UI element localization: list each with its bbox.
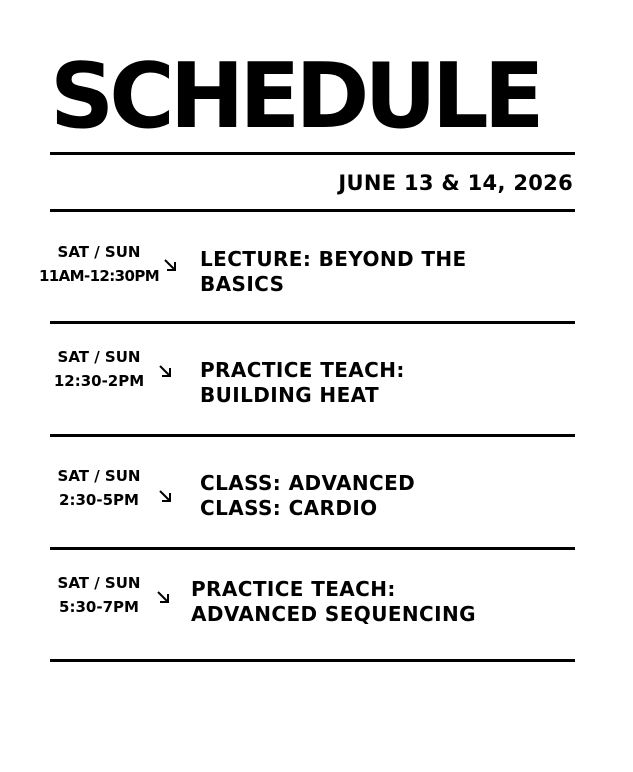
session-time: 2:30-5PM	[59, 491, 139, 509]
schedule-title: SCHEDULE	[50, 44, 540, 149]
session-days: SAT / SUN	[57, 574, 141, 592]
divider-session-1	[50, 321, 575, 324]
session-time-2	[28, 345, 170, 393]
session-time-1	[28, 240, 170, 288]
event-date: JUNE 13 & 14, 2026	[338, 171, 573, 195]
arrow-down-right-icon	[163, 258, 177, 272]
session-title-line: CLASS: CARDIO	[200, 496, 378, 520]
session-title-4	[191, 577, 476, 627]
session-days: SAT / SUN	[57, 348, 141, 366]
session-time: 11AM-12:30PM	[38, 267, 160, 285]
session-title-line: CLASS: ADVANCED	[200, 471, 416, 495]
divider-date	[50, 209, 575, 212]
session-days: SAT / SUN	[57, 243, 141, 261]
session-title-1	[200, 247, 467, 297]
divider-bottom	[50, 659, 575, 662]
session-title-line: PRACTICE TEACH:	[200, 358, 405, 382]
session-title-line: LECTURE: BEYOND THE	[200, 247, 467, 271]
arrow-down-right-icon	[158, 489, 172, 503]
arrow-down-right-icon	[156, 590, 170, 604]
session-title-line: PRACTICE TEACH:	[191, 577, 396, 601]
arrow-down-right-icon	[158, 364, 172, 378]
session-time: 5:30-7PM	[59, 598, 139, 616]
session-days: SAT / SUN	[57, 467, 141, 485]
session-time-3	[28, 464, 170, 512]
session-title-line: ADVANCED SEQUENCING	[191, 602, 476, 626]
divider-session-2	[50, 434, 575, 437]
session-title-2	[200, 358, 405, 408]
session-title-3	[200, 471, 415, 521]
session-title-line: BASICS	[200, 272, 285, 296]
session-time: 12:30-2PM	[53, 372, 145, 390]
session-title-line: BUILDING HEAT	[200, 383, 379, 407]
divider-top	[50, 152, 575, 155]
divider-session-3	[50, 547, 575, 550]
session-time-4	[28, 571, 170, 619]
